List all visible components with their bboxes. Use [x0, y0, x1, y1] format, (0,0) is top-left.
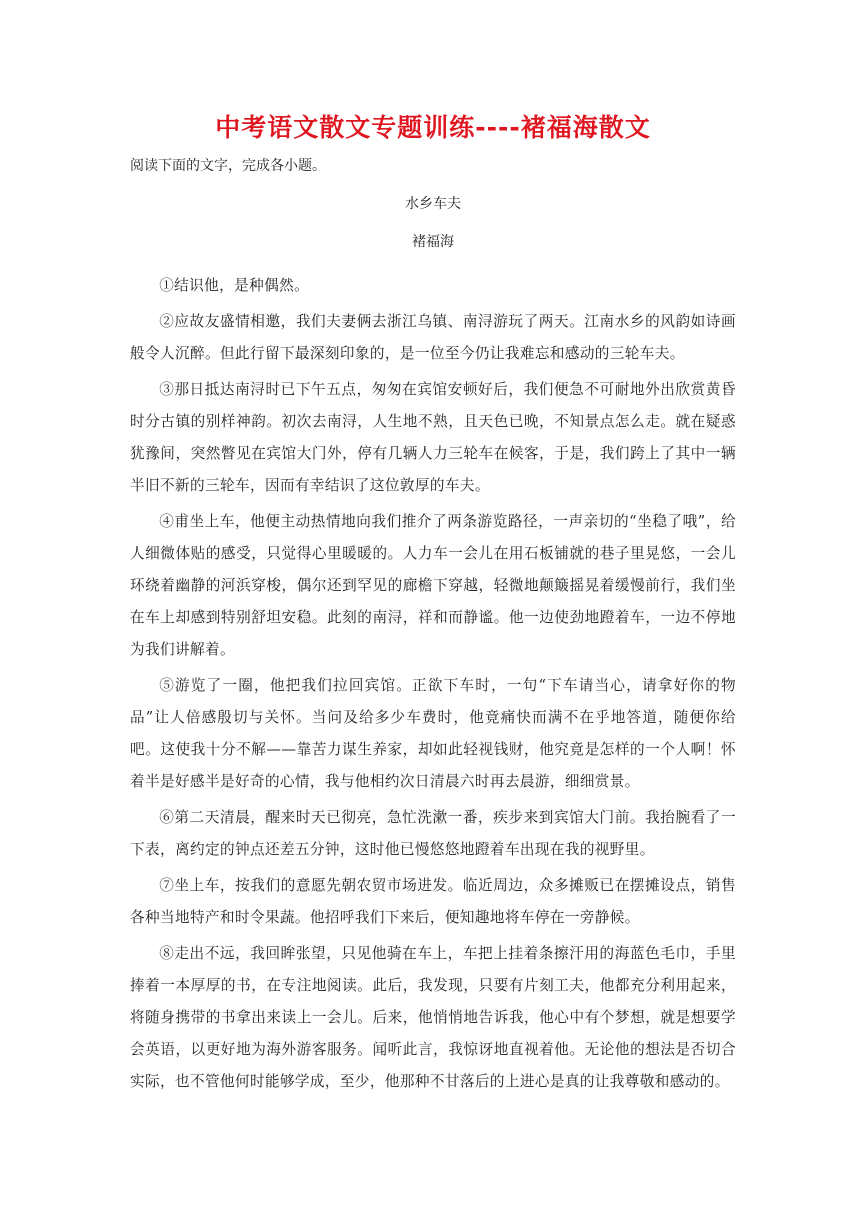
paragraph-1: ①结识他，是种偶然。	[159, 277, 310, 294]
essay-body	[130, 270, 736, 1098]
instruction-text: 阅读下面的文字，完成各小题。	[130, 158, 326, 174]
document-title: 中考语文散文专题训练----褚福海散文	[215, 113, 651, 142]
paragraph-6: ⑥第二天清晨，醒来时天已彻亮，急忙洗漱一番，疾步来到宾馆大门前。我抬腕看了一下表，离约定的钟点还差五分钟，这时他已慢悠悠地蹬着车出现在我的视野里。	[130, 809, 736, 858]
essay-author: 褚福海	[412, 234, 454, 250]
essay-title: 水乡车夫	[405, 196, 461, 212]
paragraph-3: ③那日抵达南浔时已下午五点，匆匆在宾馆安顿好后，我们便急不可耐地外出欣赏黄昏时分古镇的别样神韵。初次去南浔，人生地不熟，且天色已晚，不知景点怎么走。就在疑惑犹豫间，突然瞥见在宾馆大门外，停有几辆人力三轮车在候客，于是，我们跨上了其中一辆半旧不新的三轮车，因而有幸结识了这位敦厚的车夫。	[130, 381, 736, 494]
paragraph-7: ⑦坐上车，按我们的意愿先朝农贸市场进发。临近周边，众多摊贩已在摆摊设点，销售各种当地特产和时令果蔬。他招呼我们下来后，便知趣地将车停在一旁静候。	[130, 877, 736, 926]
paragraph-8: ⑧走出不远，我回眸张望，只见他骑在车上，车把上挂着条擦汗用的海蓝色毛巾，手里捧着一本厚厚的书，在专注地阅读。此后，我发现，只要有片刻工夫，他都充分利用起来，将随身携带的书拿出来读上一会儿。后来，他悄悄地告诉我，他心中有个梦想，就是想要学会英语，以更好地为海外游客服务。闻听此言，我惊讶地直视着他。无论他的想法是否切合实际，也不管他何时能够学成，至少，他那种不甘落后的上进心是真的让我尊敬和感动的。	[130, 945, 736, 1090]
paragraph-2: ②应故友盛情相邀，我们夫妻俩去浙江乌镇、南浔游玩了两天。江南水乡的风韵如诗画般令人沉醉。但此行留下最深刻印象的，是一位至今仍让我难忘和感动的三轮车夫。	[130, 313, 736, 362]
paragraph-5: ⑤游览了一圈，他把我们拉回宾馆。正欲下车时，一句“下车请当心，请拿好你的物品”让人倍感殷切与关怀。当问及给多少车费时，他竟痛快而满不在乎地答道，随便你给吧。这使我十分不解——靠苦力谋生养家，却如此轻视钱财，他究竟是怎样的一个人啊！怀着半是好感半是好奇的心情，我与他相约次日清晨六时再去晨游，细细赏景。	[130, 677, 736, 790]
paragraph-4: ④甫坐上车，他便主动热情地向我们推介了两条游览路径，一声亲切的“坐稳了哦”，给人细微体贴的感受，只觉得心里暖暖的。人力车一会儿在用石板铺就的巷子里晃悠，一会儿环绕着幽静的河浜穿梭，偶尔还到罕见的廊檐下穿越，轻微地颠簸摇晃着缓慢前行，我们坐在车上却感到特别舒坦安稳。此刻的南浔，祥和而静谧。他一边使劲地蹬着车，一边不停地为我们讲解着。	[130, 513, 736, 658]
